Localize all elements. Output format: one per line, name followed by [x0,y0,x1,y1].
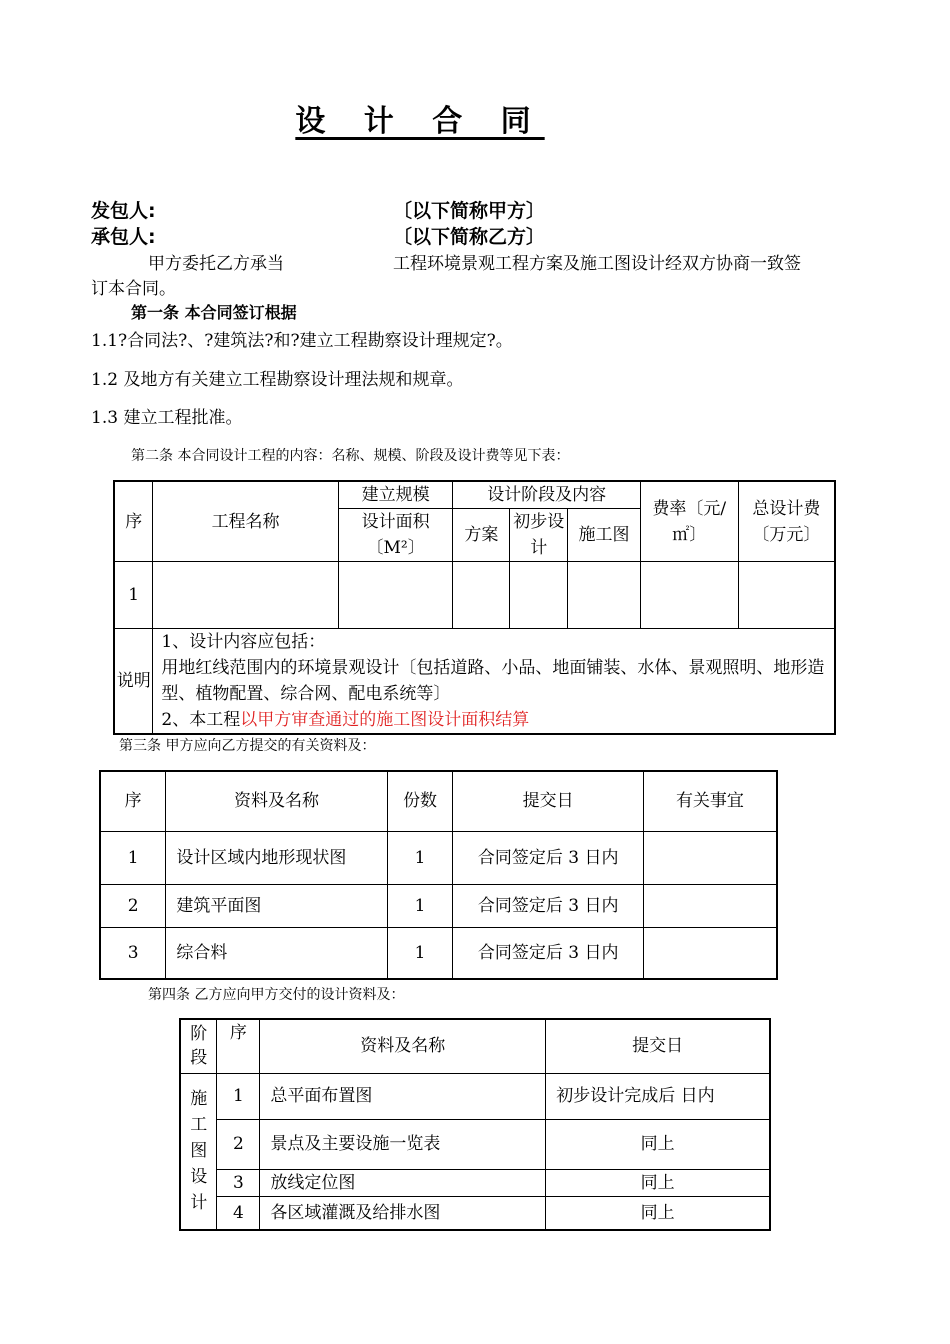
header-submit-date: 提交日 [453,771,643,831]
header-seq: 序 [114,481,153,562]
header-stage-text: 阶段 [190,1024,208,1069]
row-seq: 4 [217,1196,260,1230]
row-note [643,831,777,884]
stage-construction-drawing [180,1073,217,1230]
article4-heading: 第四条 乙方应向甲方交付的设计资料及： [148,987,405,1003]
contractor-label: 承包人: [91,226,156,248]
header-scale: 建立规模 [338,481,453,509]
row-name: 放线定位图 [260,1169,546,1196]
note-line: 用地红线范围内的环境景观设计〔包括道路、小品、地面铺装、水体、景观照明、地形造型、植物配置、综合网、配电系统等〕 [161,658,825,704]
row-date: 合同签定后 3 日内 [453,884,643,927]
cell-empty [338,562,453,629]
article2-heading: 第二条 本合同设计工程的内容：名称、规模、阶段及设计费等见下表： [131,448,570,464]
header-scheme: 方案 [453,509,510,562]
row-note [643,927,777,979]
header-copies: 份数 [387,771,453,831]
header-rate: 费率〔元/㎡〕 [640,481,738,562]
row-name: 景点及主要设施一览表 [260,1119,546,1169]
note-content [153,629,835,735]
note-line3-b: 以甲方审查通过的施工图设计面积结算 [240,710,530,730]
cell-empty [738,562,835,629]
header-seq: 序 [100,771,166,831]
intro-line1-b: 工程环境景观工程方案及施工图设计经双方协商一致签 [393,254,801,274]
note-label: 说明 [114,629,153,735]
row-name: 各区域灌溉及给排水图 [260,1196,546,1230]
article1-item: 1.2 及地方有关建立工程勘察设计理法规和规章。 [91,370,464,390]
cell-empty [510,562,568,629]
document-title: 设 计 合 同 [295,104,545,139]
row-date: 合同签定后 3 日内 [453,927,643,979]
header-preliminary: 初步设计 [510,509,568,562]
row-count: 1 [387,927,453,979]
cell-empty [640,562,738,629]
row-note [643,884,777,927]
article1-heading: 第一条 本合同签订根据 [131,303,297,322]
header-construction-drawing: 施工图 [568,509,641,562]
row-seq: 3 [100,927,166,979]
materials-from-party-a-table [99,770,778,980]
row-seq: 2 [217,1119,260,1169]
deliverables-table [179,1018,771,1231]
article1-item: 1.1?合同法?、?建筑法?和?建立工程勘察设计理规定?。 [91,331,513,351]
header-material-name: 资料及名称 [260,1019,546,1073]
issuer-label: 发包人: [91,200,156,222]
row-name: 设计区域内地形现状图 [166,831,387,884]
row-seq: 3 [217,1169,260,1196]
row-name: 综合料 [166,927,387,979]
issuer-note: 〔以下简称甲方〕 [393,200,546,222]
header-stage: 设计阶段及内容 [453,481,640,509]
intro-line2: 订本合同。 [91,279,176,299]
header-total-fee: 总设计费〔万元〕 [738,481,835,562]
row-date: 初步设计完成后 日内 [546,1073,770,1119]
cell-empty [568,562,641,629]
header-stage [180,1019,217,1073]
header-design-area: 设计面积〔M²〕 [338,509,453,562]
stage-label: 施工图设计 [190,1089,208,1214]
note-line: 1、设计内容应包括： [161,632,326,652]
row-seq: 1 [217,1073,260,1119]
note-line3-a: 2、本工程 [161,710,241,730]
row-seq: 1 [100,831,166,884]
row-count: 1 [387,831,453,884]
article1-item: 1.3 建立工程批准。 [91,408,243,428]
row-name: 建筑平面图 [166,884,387,927]
contractor-note: 〔以下简称乙方〕 [393,226,546,248]
cell-empty [453,562,510,629]
header-material-name: 资料及名称 [166,771,387,831]
row-date: 合同签定后 3 日内 [453,831,643,884]
row-seq: 1 [114,562,153,629]
row-count: 1 [387,884,453,927]
header-seq: 序 [217,1019,260,1073]
row-date: 同上 [546,1119,770,1169]
design-fee-table [113,480,836,735]
row-date: 同上 [546,1196,770,1230]
row-seq: 2 [100,884,166,927]
row-date: 同上 [546,1169,770,1196]
cell-empty [153,562,338,629]
header-project-name: 工程名称 [153,481,338,562]
header-submit-date: 提交日 [546,1019,770,1073]
row-name: 总平面布置图 [260,1073,546,1119]
article3-heading: 第三条 甲方应向乙方提交的有关资料及： [119,738,376,754]
header-related-matters: 有关事宜 [643,771,777,831]
intro-line1-a: 甲方委托乙方承当 [148,254,284,274]
note-line [161,707,828,733]
